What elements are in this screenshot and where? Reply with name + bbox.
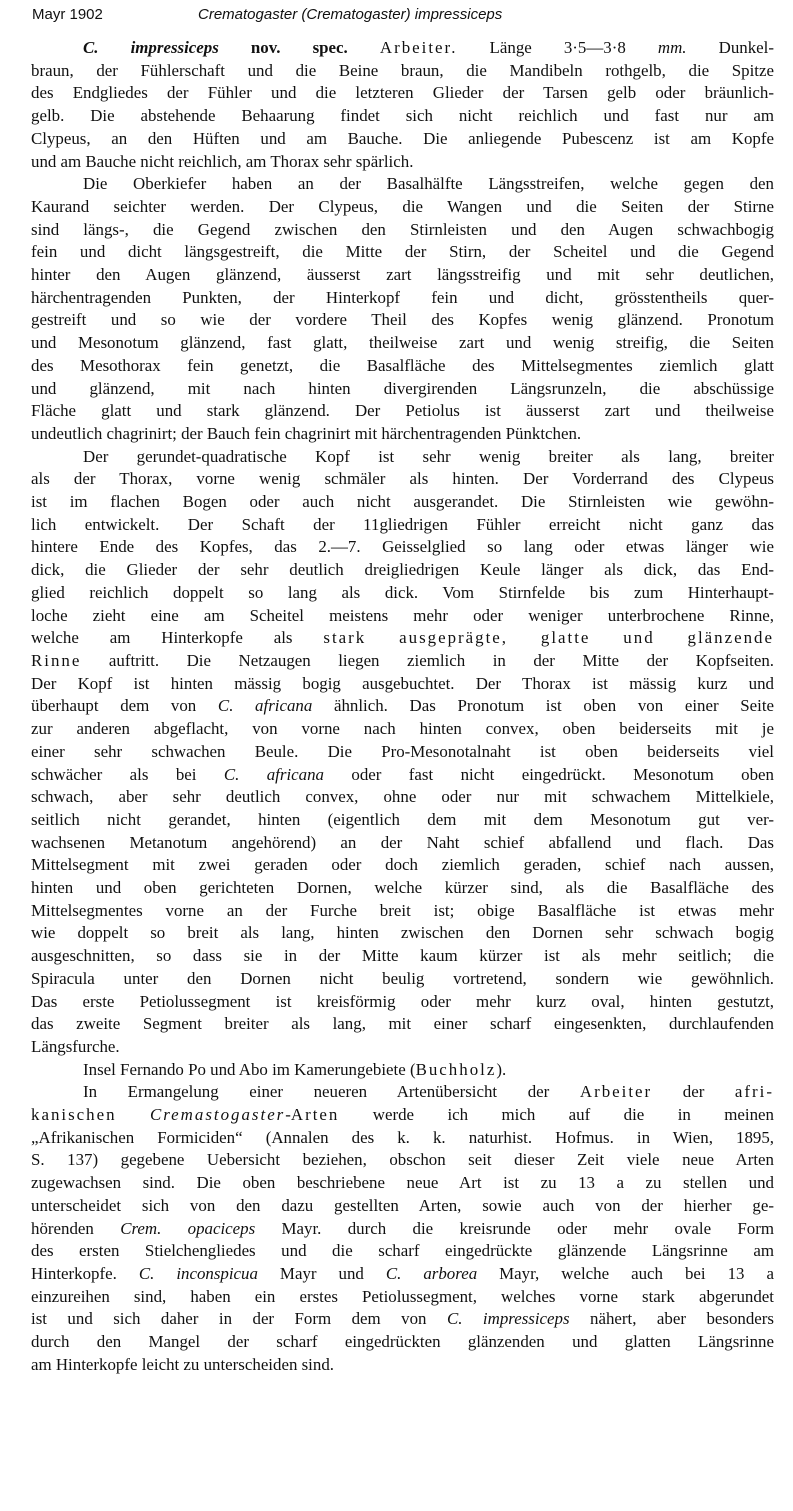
text-line bbox=[31, 650, 774, 673]
text-line bbox=[31, 605, 774, 628]
text-run: - bbox=[285, 1105, 291, 1125]
text-run: wachsenen Metanotum angehörend) an der Naht schief abfallend und flach. Das bbox=[31, 832, 774, 852]
text-run: fein und dicht längsgestreift, die Mitte der Stirn, der Scheitel und die Gegend bbox=[31, 242, 774, 262]
text-run: und Mesonotum glänzend, fast glatt, theilweise zart und wenig streifig, die Seiten bbox=[31, 333, 774, 353]
text-line bbox=[31, 1127, 774, 1150]
text-line bbox=[31, 673, 774, 696]
text-line bbox=[31, 355, 774, 378]
text-line bbox=[31, 877, 774, 900]
text-line bbox=[31, 241, 774, 264]
text-run: wie doppelt so breit als lang, hinten zwischen den Dornen sehr schwach bogig bbox=[31, 923, 774, 943]
text-line bbox=[31, 1308, 774, 1331]
text-run: C. africana bbox=[217, 696, 313, 716]
text-run: schwächer als bei bbox=[31, 764, 224, 784]
text-run: hintere Ende des Kopfes, das 2.—7. Geisselglied so lang oder etwas länger wie bbox=[31, 537, 774, 557]
text-run: „Afrikanischen Formiciden“ (Annalen des k. k. naturhist. Hofmus. in Wien, 1895, bbox=[31, 1127, 774, 1147]
text-run: zur anderen abgeflacht, von vorne nach hinten convex, oben beiderseits mit je bbox=[31, 719, 774, 739]
text-run: sind längs-, die Gegend zwischen den Stirnleisten und den Augen schwachbogig bbox=[31, 219, 774, 239]
text-run: C. arborea bbox=[385, 1263, 478, 1283]
text-run: das zweite Segment breiter als lang, mit einer scharf eingesenkten, durchlaufenden bbox=[31, 1014, 774, 1034]
text-line bbox=[31, 900, 774, 923]
text-run: als der Thorax, vorne wenig schmäler als hinten. Der Vorderrand des Clypeus bbox=[31, 469, 774, 489]
text-run: der bbox=[652, 1082, 735, 1102]
text-line bbox=[31, 264, 774, 287]
text-run: Insel Fernando Po und Abo im Kamerungebiete ( bbox=[83, 1059, 416, 1079]
text-line bbox=[31, 695, 774, 718]
text-line bbox=[31, 786, 774, 809]
text-run: Cremastogaster bbox=[149, 1105, 286, 1125]
text-run: hörenden bbox=[31, 1218, 121, 1238]
text-run: auftritt. Die Netzaugen liegen ziemlich in der Mitte der Kopfseiten. bbox=[81, 650, 774, 670]
text-run: ist und sich daher in der Form dem von bbox=[31, 1309, 447, 1329]
text-run: Rinne bbox=[31, 650, 82, 670]
text-line bbox=[31, 400, 774, 423]
text-run: des Endgliedes der Fühler und die letzteren Glieder der Tarsen gelb oder bräunlich- bbox=[31, 83, 774, 103]
text-line bbox=[31, 1013, 774, 1036]
header-author: Mayr 1902 bbox=[32, 6, 103, 23]
text-line bbox=[31, 968, 774, 991]
text-line bbox=[31, 1104, 774, 1127]
text-run: Der gerundet-quadratische Kopf ist sehr wenig breiter als lang, breiter bbox=[83, 446, 774, 466]
text-run: mm. bbox=[657, 38, 687, 57]
text-run: braun, der Fühlerschaft und die Beine braun, die Mandibeln rothgelb, die Spitze bbox=[31, 60, 774, 80]
text-run: Mittelsegment mit zwei geraden oder doch ziemlich geraden, schief nach aussen, bbox=[31, 855, 774, 875]
text-run: gestreift und so wie der vordere Theil des Kopfes wenig glänzend. Pronotum bbox=[31, 310, 774, 330]
text-line bbox=[31, 1195, 774, 1218]
text-run: hinten und oben gerichteten Dornen, welche kürzer sind, als die Basalfläche des bbox=[31, 878, 774, 898]
header-title: Crematogaster (Crematogaster) impressiceps bbox=[198, 6, 503, 23]
text-run: stark ausgeprägte, glatte und glänzende bbox=[323, 628, 774, 648]
text-run: dick, die Glieder der sehr deutlich dreigliedrigen Keule länger als dick, das End- bbox=[31, 560, 774, 580]
text-line bbox=[31, 854, 774, 877]
text-run: hinter den Augen glänzend, äusserst zart längsstreifig und mit sehr deutlichen, bbox=[31, 265, 774, 285]
text-run: Arbeiter bbox=[579, 1082, 653, 1102]
text-run: ist im flachen Bogen oder auch nicht ausgerandet. Die Stirnleisten wie gewöhn- bbox=[31, 492, 774, 512]
text-run bbox=[219, 38, 251, 57]
text-line bbox=[31, 423, 774, 446]
text-run: Fläche glatt und stark glänzend. Der Petiolus ist äusserst zart und theilweise bbox=[31, 401, 774, 421]
text-run: Crem. opaciceps bbox=[120, 1218, 256, 1238]
text-run: des Mesothorax fein genetzt, die Basalfläche des Mittelsegmentes ziemlich glatt bbox=[31, 355, 774, 375]
text-run: einzureihen sind, haben ein erstes Petiolussegment, welches vorne stark abgerundet bbox=[31, 1286, 774, 1306]
text-run: lich entwickelt. Der Schaft der 11gliedrigen Fühler erreicht nicht ganz das bbox=[31, 514, 774, 534]
text-run: ähnlich. Das Pronotum ist oben von einer Seite bbox=[312, 696, 775, 716]
text-run: Mayr und bbox=[257, 1263, 386, 1283]
text-run: überhaupt dem von bbox=[31, 696, 218, 716]
text-line bbox=[31, 582, 774, 605]
text-line bbox=[31, 1240, 774, 1263]
text-line bbox=[31, 1172, 774, 1195]
text-run: durch den Mangel der scharf eingedrückten glänzenden und glatten Längsrinne bbox=[31, 1332, 774, 1352]
text-run: oder fast nicht eingedrückt. Mesonotum oben bbox=[323, 764, 774, 784]
text-run: C. africana bbox=[223, 764, 324, 784]
text-line bbox=[31, 1263, 774, 1286]
text-line bbox=[31, 627, 774, 650]
text-run: Hinterkopfe. bbox=[31, 1263, 139, 1283]
text-line bbox=[31, 1081, 774, 1104]
text-run: Mayr. durch die kreisrunde oder mehr ovale Form bbox=[255, 1218, 774, 1238]
article-body bbox=[31, 37, 774, 1376]
text-run bbox=[348, 38, 380, 57]
text-line bbox=[31, 196, 774, 219]
text-run: nähert, aber besonders bbox=[569, 1309, 775, 1329]
text-line bbox=[31, 1331, 774, 1354]
text-line bbox=[31, 332, 774, 355]
text-line bbox=[31, 1354, 774, 1377]
text-run: und glänzend, mit nach hinten divergirenden Längsrunzeln, die abschüssige bbox=[31, 378, 774, 398]
text-run: Buchholz bbox=[415, 1059, 497, 1079]
text-run: Mittelsegmentes vorne an der Furche breit ist; obige Basalfläche ist etwas mehr bbox=[31, 900, 774, 920]
text-run: welche am Hinterkopfe als bbox=[31, 628, 324, 648]
text-run: S. 137) gegebene Uebersicht beziehen, obschon seit dieser Zeit viele neue Arten bbox=[31, 1150, 774, 1170]
text-line bbox=[31, 309, 774, 332]
page-header bbox=[32, 6, 773, 30]
text-line bbox=[31, 832, 774, 855]
text-line bbox=[31, 173, 774, 196]
text-run: Der Kopf ist hinten mässig bogig ausgebuchtet. Der Thorax ist mässig kurz und bbox=[31, 673, 774, 693]
text-run: und am Bauche nicht reichlich, am Thorax sehr spärlich. bbox=[31, 151, 414, 171]
text-line bbox=[31, 287, 774, 310]
text-line bbox=[31, 536, 774, 559]
text-line bbox=[31, 991, 774, 1014]
text-run: kanischen bbox=[31, 1105, 117, 1125]
text-run: Längsfurche. bbox=[31, 1036, 120, 1056]
text-run: Die Oberkiefer haben an der Basalhälfte Längsstreifen, welche gegen den bbox=[83, 174, 774, 194]
text-run: des ersten Stielchengliedes und die scharf eingedrückte glänzende Längsrinne am bbox=[31, 1241, 774, 1261]
text-line bbox=[31, 491, 774, 514]
text-line bbox=[31, 718, 774, 741]
text-run: nov. spec. bbox=[250, 38, 348, 57]
text-run: werde ich mich auf die in meinen bbox=[339, 1105, 774, 1125]
text-line bbox=[31, 945, 774, 968]
text-run: Mayr, welche auch bei 13 a bbox=[477, 1263, 774, 1283]
text-line bbox=[31, 764, 774, 787]
text-line bbox=[31, 1059, 774, 1082]
text-line bbox=[31, 446, 774, 469]
text-line bbox=[31, 128, 774, 151]
text-run: unterscheidet sich von den dazu gestellten Arten, sowie auch von der hierher ge- bbox=[31, 1195, 774, 1215]
text-line bbox=[31, 60, 774, 83]
text-line bbox=[31, 1036, 774, 1059]
text-line bbox=[31, 37, 774, 60]
text-line bbox=[31, 514, 774, 537]
text-run: einer sehr schwachen Beule. Die Pro-Mesonotalnaht ist oben beiderseits viel bbox=[31, 741, 774, 761]
text-run: Arbeiter. bbox=[379, 38, 458, 57]
text-run: Länge 3·5—3·8 bbox=[457, 38, 658, 57]
text-run: undeutlich chagrinirt; der Bauch fein chagrinirt mit härchentragenden Pünktchen. bbox=[31, 423, 582, 443]
text-line bbox=[31, 219, 774, 242]
text-line bbox=[31, 559, 774, 582]
text-run: C. impressiceps bbox=[83, 38, 219, 57]
text-run: C. impressiceps bbox=[446, 1309, 570, 1329]
text-run: Spiracula unter den Dornen nicht beulig vortretend, sondern wie gewöhnlich. bbox=[31, 968, 774, 988]
text-run: glied reichlich doppelt so lang als dick. Vom Stirnfelde bis zum Hinterhaupt- bbox=[31, 582, 774, 602]
text-run: ). bbox=[496, 1059, 507, 1079]
text-run: gelb. Die abstehende Behaarung findet sich nicht reichlich und fast nur am bbox=[31, 106, 774, 126]
text-run: afri- bbox=[734, 1082, 774, 1102]
text-run: am Hinterkopfe leicht zu unterscheiden sind. bbox=[31, 1354, 334, 1374]
text-run: loche zieht eine am Scheitel meistens mehr oder weniger unterbrochene Rinne, bbox=[31, 605, 774, 625]
text-run: Kaurand seichter werden. Der Clypeus, die Wangen und die Seiten der Stirne bbox=[31, 196, 774, 216]
text-line bbox=[31, 468, 774, 491]
text-line bbox=[31, 1286, 774, 1309]
text-line bbox=[31, 82, 774, 105]
text-run: Arten bbox=[290, 1105, 340, 1125]
text-run: Das erste Petiolussegment ist kreisförmig oder mehr kurz oval, hinten gestutzt, bbox=[31, 991, 774, 1011]
text-run: ausgeschnitten, so dass sie in der Mitte kaum kürzer ist als mehr seitlich; die bbox=[31, 946, 774, 966]
text-line bbox=[31, 741, 774, 764]
text-run: zugewachsen sind. Die oben beschriebene neue Art ist zu 13 a zu stellen und bbox=[31, 1173, 774, 1193]
text-run: härchentragenden Punkten, der Hinterkopf fein und dicht, grösstentheils quer- bbox=[31, 287, 774, 307]
text-run: schwach, aber sehr deutlich convex, ohne oder nur mit schwachem Mittelkiele, bbox=[31, 787, 774, 807]
text-line bbox=[31, 1218, 774, 1241]
text-run: seitlich nicht gerandet, hinten (eigentlich dem mit dem Mesonotum gut ver- bbox=[31, 809, 774, 829]
text-run: Dunkel- bbox=[686, 38, 774, 57]
text-run bbox=[117, 1105, 150, 1124]
text-run: C. inconspicua bbox=[138, 1263, 258, 1283]
text-line bbox=[31, 378, 774, 401]
text-line bbox=[31, 105, 774, 128]
text-line bbox=[31, 151, 774, 174]
text-run: Clypeus, an den Hüften und am Bauche. Die anliegende Pubescenz ist am Kopfe bbox=[31, 128, 774, 148]
text-line bbox=[31, 1149, 774, 1172]
text-run: In Ermangelung einer neueren Artenübersicht der bbox=[83, 1082, 580, 1102]
text-line bbox=[31, 809, 774, 832]
text-line bbox=[31, 922, 774, 945]
